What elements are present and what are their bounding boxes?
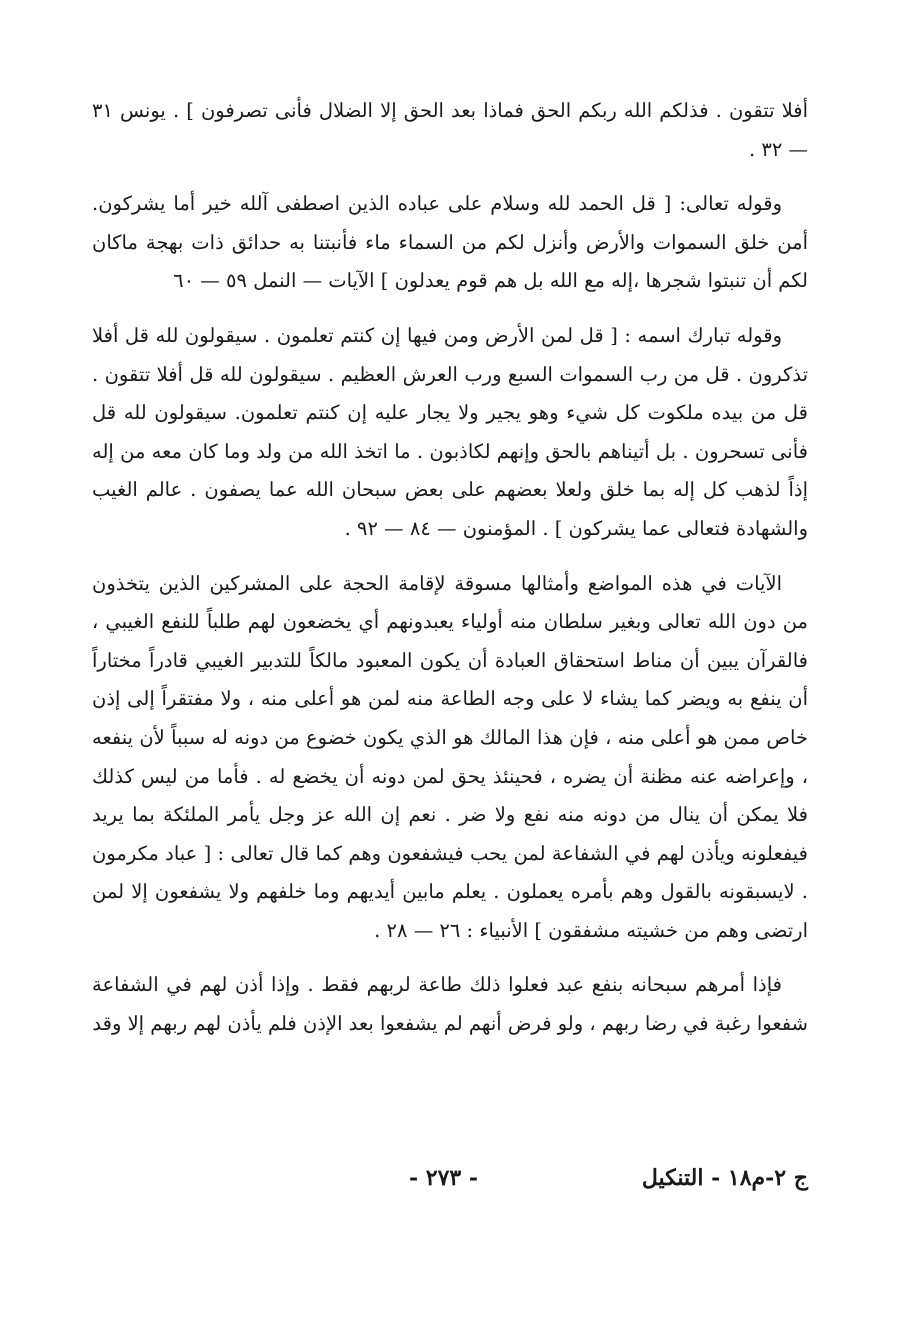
paragraph: أفلا تتقون . فذلكم الله ربكم الحق فماذا بعد الحق إلا الضلال فأنى تصرفون ] . يونس ٣١ — ٣٢ .: [92, 99, 808, 161]
paragraph: الآيات في هذه المواضع وأمثالها مسوقة لإقامة الحجة على المشركين الذين يتخذون من دون الله تعالى وبغير سلطان منه أولياء يعبدونهم أي يخضعون لهم طلباً للنفع الغيبي ، فالقرآن يبين أن مناط استحقاق العبادة أن يكون المعبود مالكاً للتدبير الغيبي قادراً مختاراً أن ينفع به ويضر كما يشاء لا على وجه الطاعة منه لمن هو أعلى منه ، ولا مفتقراً إلى إذن خاص ممن هو أعلى منه ، فإن هذا المالك هو الذي يكون خضوع من دونه له سبباً لأن ينفعه ، وإعراضه عنه مظنة أن يضره ، فحينئذ يحق لمن دونه أن يخضع له . فأما من ليس كذلك فلا يمكن أن ينال من دونه منه نفع ولا ضر . نعم إن الله عز وجل يأمر الملئكة بما يريد فيفعلونه ويأذن لهم في الشفاعة لمن يحب فيشفعون وهم كما قال تعالى : [ عباد مكرمون . لايسبقونه بالقول وهم بأمره يعملون . يعلم مابين أيديهم وما خلفهم ولا يشفعون إلا لمن ارتضى وهم من خشيته مشفقون ] الأنبياء : ٢٦ — ٢٨ .: [92, 571, 808, 942]
page-footer: [92, 1165, 808, 1201]
paragraph: فإذا أمرهم سبحانه بنفع عبد فعلوا ذلك طاعة لربهم فقط . وإذا أذن لهم في الشفاعة شفعوا رغبة في رضا ربهم ، ولو فرض أنهم لم يشفعوا بعد الإذن فلم يأذن لهم ربهم إلا وقد: [92, 973, 808, 1036]
footer-signature: ج ٢-م١٨ - التنكيل: [641, 1165, 808, 1191]
paragraph: وقوله تعالى: [ قل الحمد لله وسلام على عباده الذين اصطفى آلله خير أما يشركون. أمن خلق السموات والأرض وأنزل لكم من السماء ماء فأنبتنا به حدائق ذات بهجة ماكان لكم أن تنبتوا شجرها ،إله مع الله بل هم قوم يعدلون ] الآيات — النمل ٥٩ — ٦٠: [92, 192, 808, 293]
page-body: [92, 92, 808, 1044]
paragraph: وقوله تبارك اسمه : [ قل لمن الأرض ومن فيها إن كنتم تعلمون . سيقولون لله قل أفلا تذكرون . قل من رب السموات السبع ورب العرش العظيم . سيقولون لله قل أفلا تتقون . قل من بيده ملكوت كل شيء وهو يجير ولا يجار عليه إن كنتم تعلمون. سيقولون لله قل فأنى تسحرون . بل أتيناهم بالحق وإنهم لكاذبون . ما اتخذ الله من ولد وما كان معه من إله إذاً لذهب كل إله بما خلق ولعلا بعضهم على بعض سبحان الله عما يصفون . عالم الغيب والشهادة فتعالى عما يشركون ] . المؤمنون — ٨٤ — ٩٢ .: [92, 323, 808, 540]
page-number: - ٢٧٣ -: [408, 1165, 478, 1191]
